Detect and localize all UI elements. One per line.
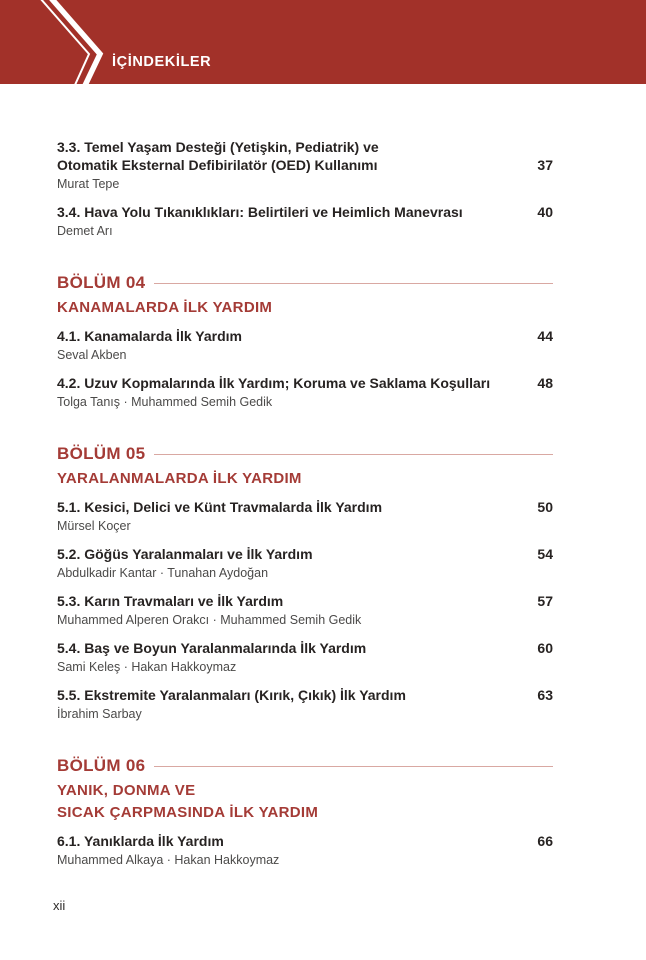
entry-title-line: 3.3. Temel Yaşam Desteği (Yetişkin, Pediatrik) ve [57,139,379,155]
toc-section [57,274,553,410]
toc-entry [57,686,553,722]
entry-page-number: 37 [537,157,553,173]
entry-page-number: 50 [537,499,553,515]
toc-entry-head [57,639,553,657]
entry-title [57,832,537,850]
entry-title [57,498,537,516]
toc-section [57,138,553,239]
section-subtitle-line: YARALANMALARDA İLK YARDIM [57,470,302,487]
entry-title-line: 5.4. Baş ve Boyun Yaralanmalarında İlk Yardım [57,640,367,656]
toc-entry [57,374,553,410]
entry-title-line: 4.1. Kanamalarda İlk Yardım [57,328,242,344]
toc-section [57,757,553,868]
section-heading-label: BÖLÜM 04 [57,273,146,292]
entry-title [57,138,537,174]
entry-authors: Murat Tepe [57,177,120,191]
toc-entry [57,639,553,675]
toc-section [57,445,553,722]
entry-authors: Sami Keleş · Hakan Hakkoymaz [57,660,237,674]
entry-title-line: 5.1. Kesici, Delici ve Künt Travmalarda İlk Yardım [57,499,383,515]
section-heading [57,445,553,462]
toc-entry [57,498,553,534]
toc-entry-head [57,832,553,850]
toc-content [57,138,553,879]
entry-page-number: 57 [537,593,553,609]
toc-entry-head [57,138,553,174]
section-subtitle-line: KANAMALARDA İLK YARDIM [57,299,273,316]
toc-entry-head [57,686,553,704]
toc-entry [57,203,553,239]
entry-title-line: 5.2. Göğüs Yaralanmaları ve İlk Yardım [57,546,313,562]
entry-title [57,545,537,563]
section-heading-label: BÖLÜM 05 [57,444,146,463]
entry-title-line: 5.5. Ekstremite Yaralanmaları (Kırık, Çıkık) İlk Yardım [57,687,406,703]
page-title: İÇİNDEKİLER [112,54,212,70]
entry-authors: Abdulkadir Kantar · Tunahan Aydoğan [57,566,269,580]
entry-page-number: 40 [537,204,553,220]
entry-authors: Tolga Tanış · Muhammed Semih Gedik [57,395,273,409]
toc-entry-head [57,374,553,392]
entry-page-number: 54 [537,546,553,562]
section-heading-rule [154,283,553,284]
section-heading-label: BÖLÜM 06 [57,756,146,775]
toc-entry [57,832,553,868]
toc-entry [57,327,553,363]
page-header-banner [0,0,646,84]
section-heading [57,757,553,774]
toc-entry-head [57,592,553,610]
entry-title [57,327,537,345]
toc-entry-head [57,327,553,345]
entry-authors: İbrahim Sarbay [57,707,142,721]
entry-title-line: 3.4. Hava Yolu Tıkanıklıkları: Belirtileri ve Heimlich Manevrası [57,204,463,220]
entry-title [57,686,537,704]
toc-entry [57,138,553,192]
section-heading-rule [154,454,553,455]
section-subtitle [57,468,553,490]
chevron-icon [0,0,646,84]
entry-page-number: 66 [537,833,553,849]
section-subtitle [57,780,553,824]
toc-entry-head [57,203,553,221]
entry-title [57,592,537,610]
section-subtitle [57,297,553,319]
entry-authors: Muhammed Alkaya · Hakan Hakkoymaz [57,853,280,867]
entry-page-number: 44 [537,328,553,344]
entry-title-line: 4.2. Uzuv Kopmalarında İlk Yardım; Koruma ve Saklama Koşulları [57,375,491,391]
entry-page-number: 63 [537,687,553,703]
folio-page-number: xii [53,898,66,913]
entry-page-number: 60 [537,640,553,656]
toc-entry-head [57,545,553,563]
entry-page-number: 48 [537,375,553,391]
entry-authors: Demet Arı [57,224,113,238]
entry-title [57,374,537,392]
entry-title-line: 6.1. Yanıklarda İlk Yardım [57,833,224,849]
toc-entry [57,545,553,581]
entry-title [57,639,537,657]
entry-authors: Mürsel Koçer [57,519,131,533]
section-subtitle-line: YANIK, DONMA VE [57,782,196,799]
entry-authors: Muhammed Alperen Orakcı · Muhammed Semih Gedik [57,613,362,627]
entry-title-line: Otomatik Eksternal Defibirilatör (OED) Kullanımı [57,157,378,173]
entry-authors: Seval Akben [57,348,127,362]
toc-entry-head [57,498,553,516]
entry-title-line: 5.3. Karın Travmaları ve İlk Yardım [57,593,284,609]
section-heading [57,274,553,291]
section-heading-rule [154,766,553,767]
entry-title [57,203,537,221]
toc-entry [57,592,553,628]
section-subtitle-line: SICAK ÇARPMASINDA İLK YARDIM [57,804,319,821]
